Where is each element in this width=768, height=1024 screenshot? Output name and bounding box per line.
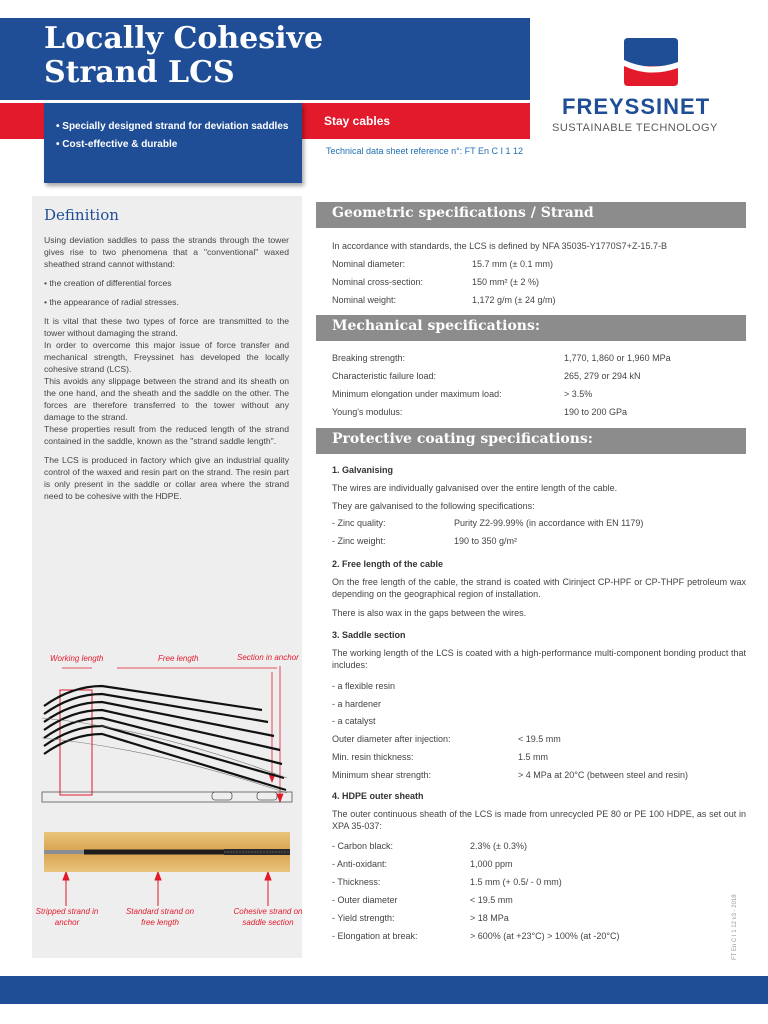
mechanical-value: 265, 279 or 294 kN: [564, 371, 641, 381]
free-length-title: 2. Free length of the cable: [332, 559, 444, 569]
highlight-item: • Cost-effective & durable: [56, 139, 292, 151]
hdpe-label: - Thickness:: [332, 877, 381, 887]
galvanising-text: The wires are individually galvanised over the entire length of the cable.: [332, 483, 618, 493]
geometric-value: 150 mm² (± 2 %): [472, 277, 539, 287]
zinc-value: Purity Z2-99.99% (in accordance with EN 1179): [454, 518, 644, 528]
geometric-header: Geometric specifications / Strand: [316, 202, 746, 228]
mechanical-label: Breaking strength:: [332, 353, 406, 363]
highlights-box: [44, 103, 302, 183]
hdpe-value: 1,000 ppm: [470, 859, 513, 869]
mechanical-value: 1,770, 1,860 or 1,960 MPa: [564, 353, 671, 363]
geometric-value: 15.7 mm (± 0.1 mm): [472, 259, 553, 269]
saddle-diagram: [32, 648, 302, 808]
figure-label-stripped: Stripped strand in anchor: [35, 907, 99, 927]
mechanical-label: Characteristic failure load:: [332, 371, 437, 381]
saddle-section-title: 3. Saddle section: [332, 630, 406, 640]
saddle-section-text: The working length of the LCS is coated with a high-performance multi-component bonding product that includes:: [332, 648, 746, 670]
mechanical-label: Minimum elongation under maximum load:: [332, 389, 502, 399]
hdpe-title: 4. HDPE outer sheath: [332, 791, 424, 801]
definition-title: Definition: [44, 206, 119, 224]
mechanical-header: Mechanical specifications:: [316, 315, 746, 341]
free-length-text: There is also wax in the gaps between the wires.: [332, 608, 527, 618]
hdpe-text: The outer continuous sheath of the LCS is made from unrecycled PE 80 or PE 100 HDPE, as set out in XPA 35-037:: [332, 809, 746, 831]
hdpe-value: 1.5 mm (+ 0.5/ - 0 mm): [470, 877, 562, 887]
saddle-label: Min. resin thickness:: [332, 752, 414, 762]
datasheet-reference: Technical data sheet reference n°: FT En C I 1 12: [326, 146, 524, 156]
saddle-item: - a flexible resin: [332, 681, 396, 691]
page-title: Locally Cohesive Strand LCS: [44, 21, 324, 90]
figure-label-working: Working length: [50, 654, 104, 663]
geometric-intro: In accordance with standards, the LCS is defined by NFA 35035-Y1770S7+Z-15.7-B: [332, 241, 667, 251]
hdpe-value: > 18 MPa: [470, 913, 509, 923]
hdpe-label: - Carbon black:: [332, 841, 394, 851]
geometric-label: Nominal diameter:: [332, 259, 406, 269]
galvanising-title: 1. Galvanising: [332, 465, 394, 475]
free-length-text: On the free length of the cable, the strand is coated with Cirinject CP-HPF or CP-THPF petroleum wax depending on the geographical region of installation.: [332, 577, 746, 599]
hdpe-value: 2.3% (± 0.3%): [470, 841, 527, 851]
hdpe-value: > 600% (at +23°C) > 100% (at -20°C): [470, 931, 620, 941]
zinc-label: - Zinc weight:: [332, 536, 386, 546]
figure-label-standard: Standard strand on free length: [125, 907, 195, 927]
logo-tagline: SUSTAINABLE TECHNOLOGY: [552, 122, 718, 134]
freyssinet-logo-icon: [620, 38, 682, 88]
mechanical-value: 190 to 200 GPa: [564, 407, 628, 417]
strand-photo: [44, 832, 290, 872]
footer-band: [0, 976, 768, 1004]
saddle-item: - a hardener: [332, 699, 382, 709]
figure-label-free: Free length: [158, 654, 199, 663]
saddle-value: > 4 MPa at 20°C (between steel and resin): [518, 770, 688, 780]
mechanical-value: > 3.5%: [564, 389, 593, 399]
hdpe-label: - Yield strength:: [332, 913, 395, 923]
category-label: Stay cables: [324, 114, 391, 128]
photo-arrows: [32, 872, 302, 908]
saddle-item: - a catalyst: [332, 716, 376, 726]
hdpe-label: - Outer diameter: [332, 895, 398, 905]
saddle-label: Minimum shear strength:: [332, 770, 432, 780]
saddle-value: 1.5 mm: [518, 752, 549, 762]
zinc-label: - Zinc quality:: [332, 518, 386, 528]
figure-label-section: Section in anchor: [237, 653, 299, 662]
geometric-label: Nominal weight:: [332, 295, 397, 305]
highlight-item: • Specially designed strand for deviation saddles: [56, 121, 292, 133]
saddle-value: < 19.5 mm: [518, 734, 561, 744]
galvanising-text: They are galvanised to the following specifications:: [332, 501, 535, 511]
hdpe-label: - Anti-oxidant:: [332, 859, 388, 869]
hdpe-value: < 19.5 mm: [470, 895, 513, 905]
mechanical-label: Young's modulus:: [332, 407, 403, 417]
zinc-value: 190 to 350 g/m²: [454, 536, 518, 546]
logo-name: FREYSSINET: [562, 94, 711, 119]
geometric-label: Nominal cross-section:: [332, 277, 424, 287]
saddle-label: Outer diameter after injection:: [332, 734, 451, 744]
figure-label-cohesive: Cohesive strand on saddle section: [233, 907, 303, 927]
hdpe-label: - Elongation at break:: [332, 931, 418, 941]
geometric-value: 1,172 g/m (± 24 g/m): [472, 295, 556, 305]
protective-header: Protective coating specifications:: [316, 428, 746, 454]
document-code: FT En C I 1 12 v3 - 2018: [732, 894, 738, 960]
definition-text: Using deviation saddles to pass the strands through the tower gives rise to two phenomena that a "conventional" waxed sheathed strand cannot withstand: • the creation of differential forces • the appearance of radial stresses. It is vital that these two types of force are transmitted to the tower without damaging the strand. In order to overcome this major issue of force transfer and mechanical strength, Freyssinet has developed the locally cohesive strand (LCS). This avoids any slippage between the strand and its sheath on the one hand, and the sheath and the saddle on the other. The forces are therefore transferred to the tower without any damage to the strand. These properties result from the reduced length of the strand contained in the saddle, known as the "strand saddle length". The LCS is produced in factory which give an industrial quality control of the waxed and resin part on the strand. The resin part is only present in the saddle or collar area where the strand need to be cohesive with the HDPE.: [44, 235, 289, 501]
